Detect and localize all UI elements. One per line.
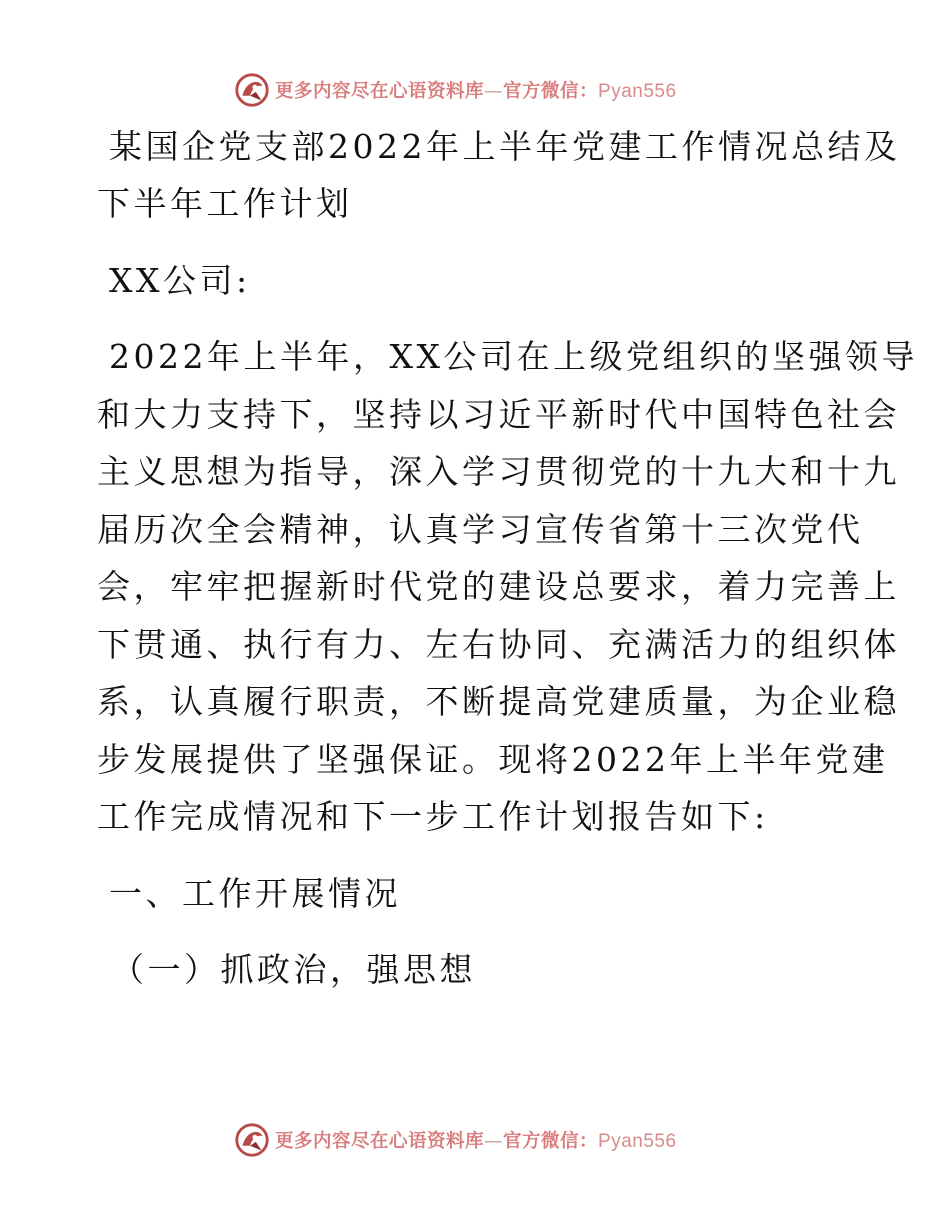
brand-logo-icon (233, 1121, 271, 1159)
banner-text (275, 77, 677, 103)
paragraph-line: 系，认真履行职责，不断提高党建质量，为企业稳 (97, 682, 900, 721)
doc-salutation: XX公司: (109, 261, 251, 300)
banner-dash: — (484, 1131, 504, 1152)
paragraph-line: 主义思想为指导，深入学习贯彻党的十九大和十九 (97, 452, 900, 491)
header-banner (0, 70, 950, 110)
banner-text (275, 1127, 677, 1153)
banner-wechat-id: Pyan556 (598, 1131, 677, 1152)
doc-title-line-1: 某国企党支部2022年上半年党建工作情况总结及 (109, 127, 901, 166)
paragraph-line: 2022年上半年，XX公司在上级党组织的坚强领导 (109, 337, 918, 376)
paragraph-line: 工作完成情况和下一步工作计划报告如下: (97, 797, 769, 836)
paragraph-line: 下贯通、执行有力、左右协同、充满活力的组织体 (97, 625, 900, 664)
doc-title-line-2: 下半年工作计划 (97, 184, 353, 223)
banner-dash: — (484, 81, 504, 102)
banner-main-text: 更多内容尽在心语资料库 (275, 1131, 485, 1152)
paragraph-line: 和大力支持下，坚持以习近平新时代中国特色社会 (97, 395, 900, 434)
brand-logo-icon (233, 71, 271, 109)
banner-wechat-id: Pyan556 (598, 81, 677, 102)
banner-wechat-label: 官方微信： (503, 81, 599, 102)
paragraph-line: 会，牢牢把握新时代党的建设总要求，着力完善上 (97, 567, 900, 606)
paragraph-line: 步发展提供了坚强保证。现将2022年上半年党建 (97, 740, 889, 779)
banner-wechat-label: 官方微信： (503, 1131, 599, 1152)
banner-main-text: 更多内容尽在心语资料库 (275, 81, 485, 102)
paragraph-line: 届历次全会精神，认真学习宣传省第十三次党代 (97, 510, 864, 549)
subsection-heading: （一）抓政治，强思想 (111, 950, 476, 989)
footer-banner (0, 1120, 950, 1160)
section-heading: 一、工作开展情况 (109, 874, 401, 913)
